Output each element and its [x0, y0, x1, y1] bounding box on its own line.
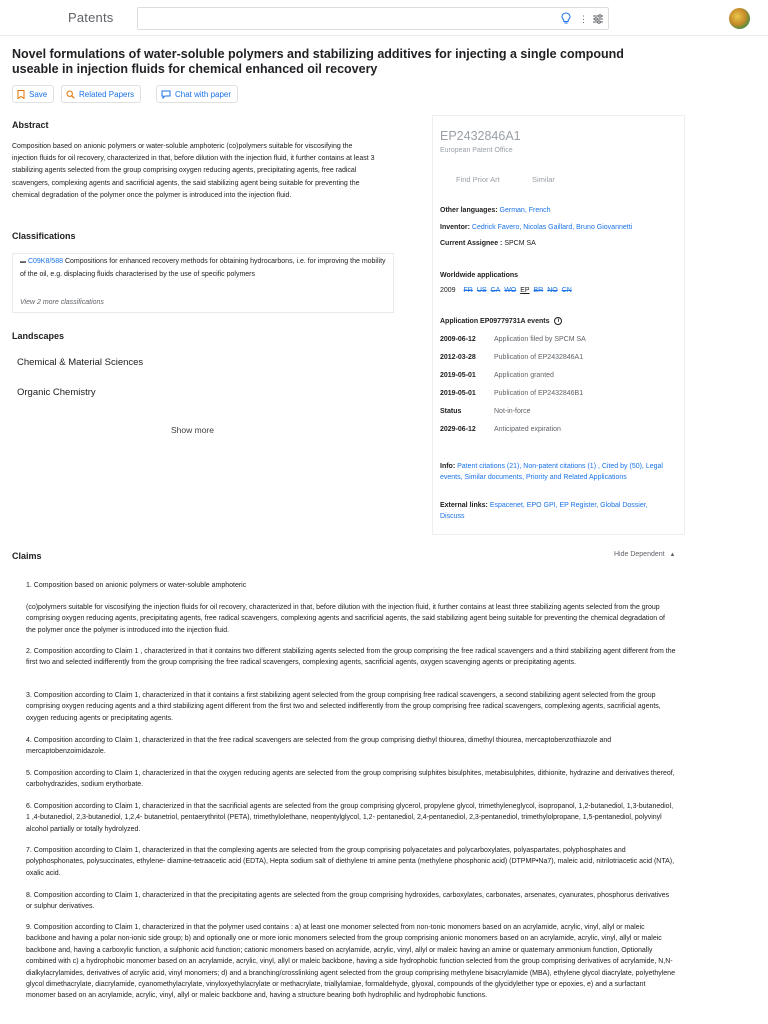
- country-link-fr[interactable]: FR: [463, 287, 473, 294]
- search-icon: [66, 90, 75, 99]
- info-links: [440, 461, 670, 483]
- event-date: 2012-03-28: [440, 354, 476, 361]
- avatar[interactable]: [729, 8, 750, 29]
- events-heading: [440, 316, 670, 327]
- other-languages-links[interactable]: German, French: [499, 207, 551, 214]
- tab-find-prior-art[interactable]: Find Prior Art: [456, 175, 500, 184]
- info-icon[interactable]: i: [554, 317, 562, 325]
- claim-item: 7. Composition according to Claim 1, characterized in that the complexing agents are selected from the group comprising polyacetates and polycarboxylates, polyaspartates, polyphosphates and polyphosphonates, polysuccinates, ethylene- diamine-tetraacetic acid (EDTA), Hepta sodium salt of diethylene tri amine penta (methylene phosphonic acid) (DTPMP•Na7), maleic acid, nitrilotriacetic acid (NTA), oxalic acid.: [26, 847, 675, 877]
- separator-icon: ⋮: [579, 14, 588, 24]
- more-classifications-link[interactable]: View 2 more classifications: [20, 299, 104, 306]
- inventors: [440, 222, 670, 233]
- external-links-label: External links:: [440, 502, 488, 509]
- country-link-us[interactable]: US: [476, 287, 487, 294]
- country-link-no[interactable]: NO: [547, 287, 558, 294]
- country-link-wo[interactable]: WO: [504, 287, 517, 294]
- abstract-heading: Abstract: [12, 120, 49, 130]
- page-title: Novel formulations of water-soluble polymers and stabilizing additives for injecting a single compound useable in injection fluids for chemical enhanced oil recovery: [12, 47, 624, 76]
- chat-with-paper-label: Chat with paper: [175, 89, 232, 99]
- events-label: Application EP09779731A events: [440, 318, 550, 325]
- event-date: 2029-06-12: [440, 426, 476, 433]
- external-links-list[interactable]: Espacenet, EPO GPI, EP Register, Global Dossier, Discuss: [440, 502, 648, 520]
- worldwide-applications: [440, 287, 574, 294]
- claim-item: 2. Composition according to Claim 1 , characterized in that it contains two different stabilizing agents selected from the group comprising the free radical scavengers and a third stabilizing agent different from the first two and selected indifferently from the group comprising the free radical scavengers, complexing agents, sacrificial agents, oxygen scavenging agents or precipitating agents.: [26, 648, 676, 667]
- claims-heading: Claims: [12, 551, 42, 561]
- classification-code-link[interactable]: C09K8/588: [27, 258, 63, 265]
- related-papers-label: Related Papers: [79, 89, 135, 99]
- event-date: 2019-05-01: [440, 390, 476, 397]
- claim-item: 5. Composition according to Claim 1, characterized in that the oxygen reducing agents are selected from the group comprising sulphites bisulphites, metabisulphites, dithionite, hydrazine and derivatives thereof, carbohydrazides, sodium erythorbate.: [26, 770, 675, 789]
- other-languages: [440, 205, 670, 216]
- claim-item: 1. Composition based on anionic polymers or water-soluble amphoteric: [26, 582, 247, 589]
- country-link-cn[interactable]: CN: [561, 287, 572, 294]
- country-current-ep: EP: [520, 287, 530, 294]
- claim-item: (co)polymers suitable for viscosifying the injection fluids for oil recovery, characterized in that, before dilution with the injection fluid, it further contains at least three stabilizing agents selected from the group comprising oxygen reducing agents, precipitating agents, free radical scavengers, complexing agents and sacrificial agents, the said stabilizing agent being suitable for preventing the chemical degradation of the polymer once the polymer is introduced into the injection fluid.: [26, 604, 665, 634]
- classification-entry: [20, 256, 386, 281]
- landscapes-heading: Landscapes: [12, 331, 65, 341]
- claim-item: 9. Composition according to Claim 1, characterized in that the polymer used contains : a) at least one monomer selected from non-tonic monomers based on an acrylamide, acrylic, vinyl, allyl or maleic backbone and having a polar non-ionic side group; b) and optionally one or more ionic monomers selected from the group comprising anionic monomers based on an acrylamide, acrylic, vinyl, allyl or maleic backbone and, having a carboxylic function, a sulphonic acid function; cationic monomers based on acrylamide, acrylic, vinyl, allyl or maleic having an amine or quaternary ammonium function, Optionally combined with c) a hydrophobic monomer based on an acrylamide, acrylic, vinyl, allyl or maleic backbone, having a side hydrophobic function selected from the group comprising derivatives of acrylamide, N,N-dialkylacrylamides, derivatives of acrylic acid, vinyl monomers; d) and a branching/crosslinking agent selected from the group comprising methylene bisacrylamide (MBA), ethylene glycol diacrylate, polyethylene glycol dimethacrylate, diacrylamide, cyanomethylacrylate, vinyloxyethylacrylate or methacrylate, triallylamiae, formaldehyde, glyoxal, compounds of the glycidylether type or epoxies, e) and a surfactant monomer based on an acrylamide, acrylic, vinyl, allyl or maleic backbone and, having a structure bearing both hydrophilic and hydrophobic functions.: [26, 924, 675, 1000]
- worldwide-applications-label: Worldwide applications: [440, 272, 519, 279]
- claim-item: 4. Composition according to Claim 1, characterized in that the free radical scavengers are selected from the group comprising diethyl thiourea, dimethyl thiourea, mercaptobenzothiazole and mercaptobenzoimidazole.: [26, 737, 612, 756]
- country-link-br[interactable]: BR: [533, 287, 544, 294]
- current-assignee: [440, 238, 670, 249]
- landscape-item[interactable]: Chemical & Material Sciences: [17, 357, 144, 368]
- chat-with-paper-button[interactable]: [156, 85, 238, 103]
- event-date: Status: [440, 408, 462, 415]
- related-papers-button[interactable]: [61, 85, 141, 103]
- assignee-value: SPCM SA: [504, 240, 536, 247]
- country-link-ca[interactable]: CA: [490, 287, 501, 294]
- show-more-button[interactable]: Show more: [171, 425, 214, 435]
- lightbulb-icon[interactable]: [560, 12, 572, 25]
- event-text: Application filed by SPCM SA: [494, 336, 586, 343]
- application-year: 2009: [440, 287, 456, 294]
- save-label: Save: [29, 89, 48, 99]
- event-text: Anticipated expiration: [494, 426, 561, 433]
- event-text: Application granted: [494, 372, 554, 379]
- external-links: [440, 500, 670, 522]
- patent-number: EP2432846A1: [440, 129, 521, 143]
- save-button[interactable]: [12, 85, 54, 103]
- abstract-text: Composition based on anionic polymers or water-soluble amphoteric (co)polymers suitable for viscosifying the injection fluids for oil recovery, characterized in that, before dilution with the injection fluid, it further contains at least 3 stabilizing agents selected from the group comprising oxygen reducing agents, precipitating agents, free radical scavengers, complexing agents and sacrificial agents, the said stabilizing agent being suitable for preventing the chemical degradation of the polymer once the polymer is introduced into the injection fluid.: [12, 143, 375, 199]
- other-languages-label: Other languages:: [440, 207, 498, 214]
- event-text: Not-in-force: [494, 408, 531, 415]
- chat-icon: [161, 90, 171, 99]
- filter-icon[interactable]: [592, 13, 604, 25]
- assignee-label: Current Assignee :: [440, 240, 503, 247]
- event-text: Publication of EP2432846A1: [494, 354, 584, 361]
- event-date: 2019-05-01: [440, 372, 476, 379]
- event-text: Publication of EP2432846B1: [494, 390, 584, 397]
- claim-item: 3. Composition according to Claim 1, characterized in that it contains a first stabilizing agent selected from the group comprising free radical scavengers, a second stabilizing agent selected from the group comprising oxygen reducing agents and a third stabilizing agent different from the first two and selected indifferently from the group comprising free radical scavengers, complexing agents, sacrificial agents, oxygen reducing agents or precipitating agents.: [26, 692, 661, 722]
- inventor-links[interactable]: Cedrick Favero, Nicolas Gaillard, Bruno Giovannetti: [471, 224, 633, 231]
- expand-icon[interactable]: ▬: [20, 259, 26, 265]
- event-date: 2009-06-12: [440, 336, 476, 343]
- chevron-up-icon: ▲: [669, 552, 676, 558]
- hide-dependent-label: Hide Dependent: [614, 551, 665, 558]
- patent-office: European Patent Office: [440, 147, 513, 154]
- search-input[interactable]: [138, 8, 548, 29]
- top-bar: [0, 0, 768, 36]
- patents-logo[interactable]: Patents: [68, 10, 114, 25]
- inventor-label: Inventor:: [440, 224, 470, 231]
- landscape-item[interactable]: Organic Chemistry: [17, 387, 96, 398]
- claim-item: 8. Composition according to Claim 1, characterized in that the precipitating agents are selected from the group comprising hydroxides, carboxylates, carbonates, arsenates, cyanurates, phosphorus derivatives or sulphur derivatives.: [26, 892, 670, 911]
- search-box[interactable]: [137, 7, 609, 30]
- hide-dependent-button[interactable]: [614, 551, 676, 558]
- bookmark-icon: [17, 90, 25, 99]
- claim-item: 6. Composition according to Claim 1, characterized in that the sacrificial agents are selected from the group comprising glycerol, propylene glycol, trimethyleneglycol, isopropanol, 1,2-butanediol, 1,3-butanediol, 1 ,4-butanediol, 2,3-butanediol, 1,2,4- butanetriol, pentaerythritol (PETA), trimethylolethane, neopentylglycol, 1,2- pentanediol, 2,4-pentanediol, 2,3-pentanediol, trimethylolpropane, 1,5-pentanediol, polyvinyl alcohol partially or totally hydrolyzed.: [26, 803, 674, 833]
- classification-description: Compositions for enhanced recovery methods for obtaining hydrocarbons, i.e. for improving the mobility of the oil, e.g. displacing fluids characterised by the use of specific polymers: [20, 258, 386, 278]
- info-label: Info:: [440, 463, 456, 470]
- info-links-list[interactable]: Patent citations (21), Non-patent citations (1) , Cited by (50), Legal events, Similar documents, Priority and Related Applications: [440, 463, 663, 481]
- classifications-heading: Classifications: [12, 231, 76, 241]
- tab-similar[interactable]: Similar: [532, 175, 555, 184]
